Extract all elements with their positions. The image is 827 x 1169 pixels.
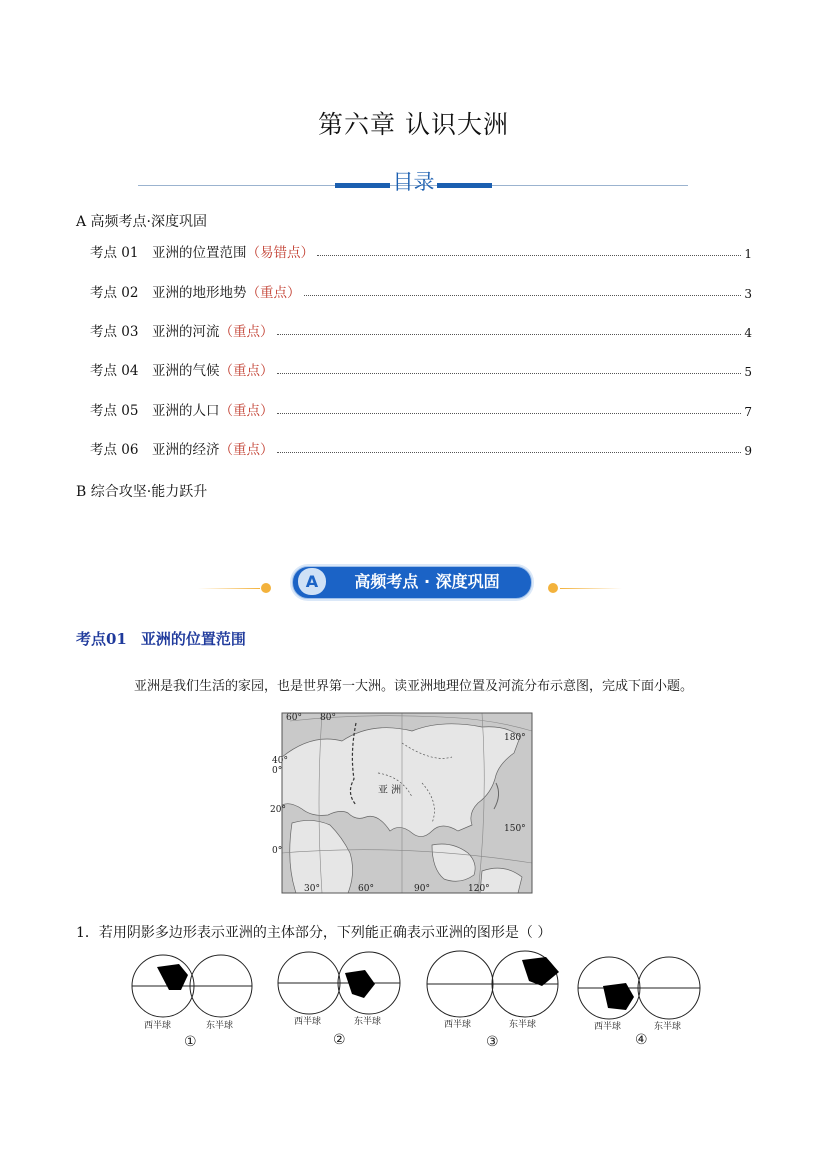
banner-title: 高频考点 · 深度巩固 bbox=[354, 572, 500, 591]
option-number: ④ bbox=[635, 1032, 648, 1048]
map-lon-label: 60° bbox=[358, 884, 374, 894]
asia-location-map bbox=[270, 713, 532, 894]
toc-entry-number: 考点 06 bbox=[90, 442, 139, 458]
toc-entry-number: 考点 03 bbox=[90, 324, 139, 340]
toc-entry[interactable] bbox=[90, 320, 752, 340]
banner-letter-badge: A bbox=[298, 568, 326, 595]
toc-entry[interactable] bbox=[90, 281, 752, 301]
kaodian-number: 考点01 bbox=[76, 630, 127, 648]
toc-heading: 目录 bbox=[392, 170, 435, 194]
map-lon-label: 180° bbox=[504, 733, 526, 743]
option-4[interactable] bbox=[578, 957, 700, 1048]
option-number: ① bbox=[184, 1034, 197, 1050]
toc-leader-dots bbox=[277, 452, 742, 453]
option-2[interactable] bbox=[278, 952, 400, 1048]
kaodian-name: 亚洲的位置范围 bbox=[140, 630, 246, 648]
toc-entry-tag: （重点） bbox=[219, 363, 274, 379]
map-lon-label: 80° bbox=[320, 713, 336, 723]
toc-entry[interactable] bbox=[90, 241, 752, 261]
map-lat-label: 40° bbox=[272, 756, 288, 766]
toc-entry-number: 考点 05 bbox=[90, 403, 139, 419]
west-hemisphere-label: 西半球 bbox=[144, 1021, 172, 1031]
intro-paragraph: 亚洲是我们生活的家园，也是世界第一大洲。读亚洲地理位置及河流分布示意图，完成下面小题。 bbox=[133, 679, 693, 694]
toc-entry-number: 考点 02 bbox=[90, 285, 139, 301]
toc-entry-page: 1 bbox=[744, 247, 752, 261]
toc-entry-page: 5 bbox=[744, 365, 752, 379]
asia-shape bbox=[522, 957, 559, 986]
toc-entry-tag: （重点） bbox=[246, 285, 301, 301]
option-3[interactable] bbox=[427, 951, 559, 1050]
toc-entry-tag: （重点） bbox=[219, 324, 274, 340]
toc-leader-dots bbox=[277, 334, 742, 335]
toc-entry-name: 亚洲的河流 bbox=[152, 324, 220, 340]
option-number: ② bbox=[333, 1032, 346, 1048]
asia-shape bbox=[345, 970, 375, 998]
toc-section-a[interactable]: A 高频考点·深度巩固 bbox=[76, 214, 208, 230]
toc-section-b[interactable]: B 综合攻坚·能力跃升 bbox=[76, 484, 208, 500]
banner-line-right bbox=[560, 588, 622, 589]
option-number: ③ bbox=[486, 1034, 499, 1050]
page-title: 第六章 认识大洲 bbox=[318, 110, 509, 139]
toc-divider-accent-right bbox=[437, 183, 492, 188]
east-hemisphere-label: 东半球 bbox=[206, 1021, 234, 1031]
toc-entry-page: 7 bbox=[744, 405, 752, 419]
toc-entry-page: 9 bbox=[744, 444, 752, 458]
toc-leader-dots bbox=[277, 413, 742, 414]
toc-entry[interactable] bbox=[90, 359, 752, 379]
east-hemisphere-label: 东半球 bbox=[509, 1020, 537, 1030]
toc-entry-name: 亚洲的气候 bbox=[152, 363, 220, 379]
toc-divider-accent-left bbox=[335, 183, 390, 188]
map-lat-label: 20° bbox=[270, 805, 286, 815]
asia-shape bbox=[603, 983, 634, 1010]
toc-entry-tag: （重点） bbox=[219, 403, 274, 419]
toc-leader-dots bbox=[277, 373, 742, 374]
map-lat-label: 0° bbox=[272, 846, 283, 856]
toc-entry-page: 4 bbox=[744, 326, 752, 340]
banner-dot-right bbox=[548, 583, 558, 593]
west-hemisphere-label: 西半球 bbox=[444, 1020, 472, 1030]
east-hemisphere-label: 东半球 bbox=[354, 1017, 382, 1027]
map-lon-label: 150° bbox=[504, 824, 526, 834]
map-lon-label: 60° bbox=[286, 713, 302, 723]
toc-entry[interactable] bbox=[90, 399, 752, 419]
option-1[interactable] bbox=[132, 955, 252, 1050]
map-lon-label: 30° bbox=[304, 884, 320, 894]
hemisphere-options bbox=[126, 950, 706, 1050]
toc-entry-page: 3 bbox=[744, 287, 752, 301]
toc-entry-tag: （易错点） bbox=[246, 245, 314, 261]
map-lon-label: 90° bbox=[414, 884, 430, 894]
banner-dot-left bbox=[261, 583, 271, 593]
map-asia-label: 亚 洲 bbox=[378, 785, 402, 796]
toc-entry-name: 亚洲的地形地势 bbox=[152, 285, 247, 301]
toc-entry-tag: （重点） bbox=[219, 442, 274, 458]
east-hemisphere-label: 东半球 bbox=[654, 1022, 682, 1032]
map-lat-label: 0° bbox=[272, 766, 283, 776]
toc-leader-dots bbox=[304, 295, 742, 296]
west-hemisphere-label: 西半球 bbox=[594, 1022, 622, 1032]
toc-entry-name: 亚洲的位置范围 bbox=[152, 245, 247, 261]
toc-entry-name: 亚洲的人口 bbox=[152, 403, 220, 419]
west-hemisphere-label: 西半球 bbox=[294, 1017, 322, 1027]
toc-entry-name: 亚洲的经济 bbox=[152, 442, 220, 458]
kaodian-heading bbox=[76, 628, 246, 649]
map-lon-label: 120° bbox=[468, 884, 490, 894]
banner-line-left bbox=[198, 588, 260, 589]
toc-leader-dots bbox=[317, 255, 741, 256]
toc-entry-number: 考点 04 bbox=[90, 363, 139, 379]
toc-entry-number: 考点 01 bbox=[90, 245, 139, 261]
question-1-text: 1．若用阴影多边形表示亚洲的主体部分，下列能正确表示亚洲的图形是（ ） bbox=[76, 925, 552, 941]
toc-entry[interactable] bbox=[90, 438, 752, 458]
